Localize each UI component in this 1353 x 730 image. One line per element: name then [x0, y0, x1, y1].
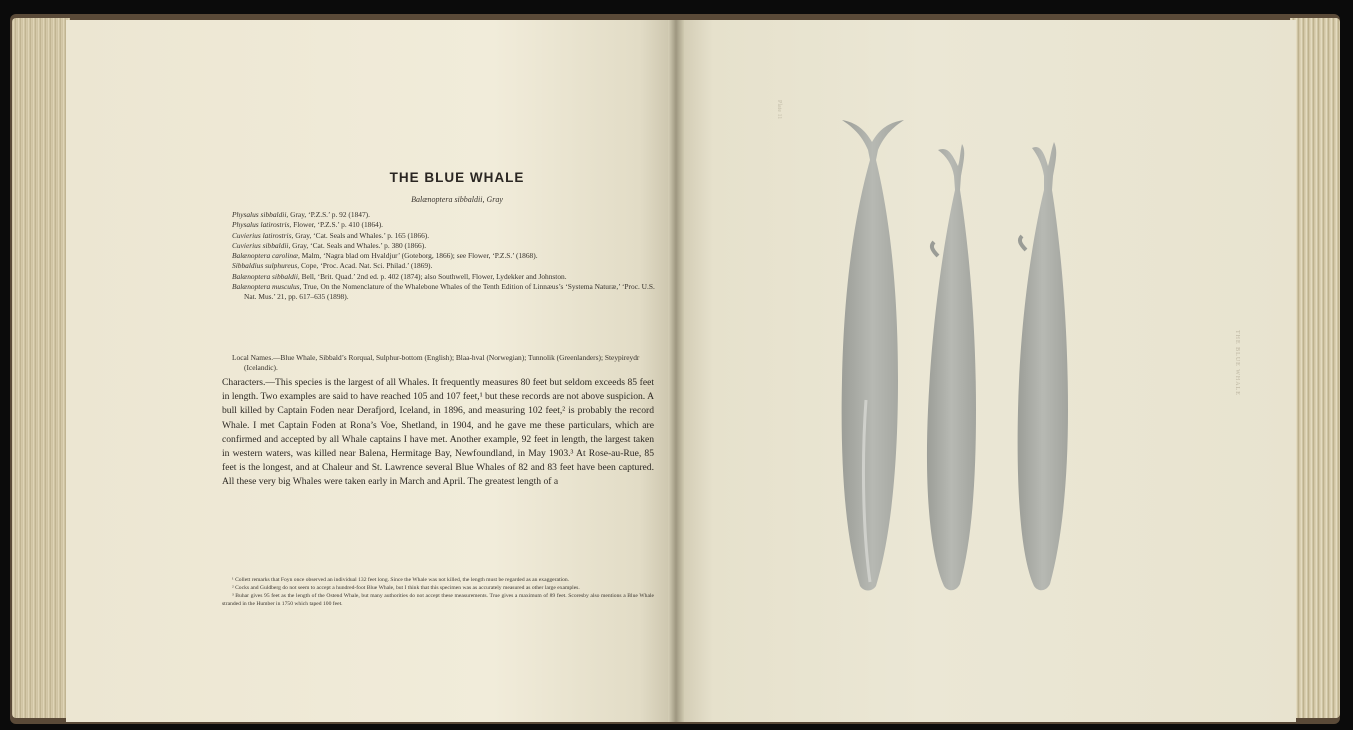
synonym-entry: Physalus sibbaldii, Gray, ‘P.Z.S.’ p. 92 (1847). [232, 210, 370, 219]
local-names: Local Names.—Blue Whale, Sibbald’s Rorqual, Sulphur-bottom (English); Blaa-hval (Norwegian); Tunnolik (Greenlanders); Steypireydr (Icelandic). [232, 353, 640, 373]
synonym-entry: Balænoptera musculus, True, On the Nomenclature of the Whalebone Whales of the Tenth Edition of Linnæus’s ‘Systema Naturæ,’ ‘Proc. U.S. Nat. Mus.’ 21, pp. 617–635 (1898). [232, 282, 655, 302]
synonym-entry: Balænoptera carolinæ, Malm, ‘Nagra blad om Hvaldjur’ (Goteborg, 1866); see Flower, ‘P.Z.S.’ (1868). [232, 251, 538, 261]
footnote: ³ Buhar gives 95 feet as the length of the Ostend Whale, but many authorities do not accept these measurements. True gives a maximum of 89 feet. Scoresby also mentions a Blue Whale stranded in the Humber in 1750 which taped 100 feet. [222, 592, 654, 607]
whale-lateral-view [927, 144, 976, 590]
plate-caption: THE BLUE WHALE [1234, 330, 1240, 396]
synonym-entry: Sibbaldius sulphureus, Cope, ‘Proc. Acad. Nat. Sci. Philad.’ (1869). [232, 261, 433, 271]
synonym-list [232, 210, 657, 303]
plate-number: Plate 11 [776, 100, 782, 120]
whale-plate-illustration [676, 20, 1296, 722]
whale-body [1018, 142, 1068, 590]
whale-body [927, 144, 976, 590]
whale-dorsal-view [1018, 142, 1068, 590]
species-heading: Balænoptera sibbaldii, Gray [411, 195, 503, 204]
footnotes [222, 577, 654, 609]
whale-dorsal-fin [1020, 236, 1026, 250]
synonym-entry: Cuvierius latirostris, Gray, ‘Cat. Seals and Whales.’ p. 165 (1866). [232, 230, 430, 240]
whale-dorsal-fin [932, 242, 938, 256]
whale-body [842, 120, 904, 591]
characters-paragraph: Characters.—This species is the largest of all Whales. It frequently measures 80 feet but seldom exceeds 85 feet in length. Two examples are said to have reached 105 and 107 feet,¹ but these records are not above suspicion. A bull killed by Captain Foden near Derafjord, Iceland, in 1896, and measuring 102 feet,² is probably the record Whale. I met Captain Foden at Rona’s Voe, Shetland, in 1904, and he gave me these particulars, which are confirmed and accepted by all Whale captains I have met. Another example, 92 feet in length, the largest taken in western waters, was killed near Balena, Hermitage Bay, Newfoundland, in May 1903.³ At Rose-au-Rue, 85 feet is the longest, and at Chaleur and St. Lawrence several Blue Whales of 82 and 83 feet have been captured. All these very big Whales were taken early in March and April. The greatest length of a [222, 377, 654, 488]
synonym-entry: Balænoptera sibbaldii, Bell, ‘Brit. Quad.’ 2nd ed. p. 402 (1874); also Southwell, Flower, Lydekker and Johnston. [232, 271, 567, 281]
left-page-edges [12, 18, 70, 718]
page-title: THE BLUE WHALE [389, 170, 525, 185]
synonym-entry: Cuvierius sibbaldii, Gray, ‘Cat. Seals and Whales.’ p. 380 (1866). [232, 240, 427, 250]
footnote: ¹ Collett remarks that Foyn once observed an individual 132 feet long. Since the Whale was not killed, the length must be regarded as an exaggeration. [232, 577, 570, 583]
right-page-edges [1290, 18, 1340, 718]
synonym-entry: Physalus latirostris, Flower, ‘P.Z.S.’ p. 410 (1864). [232, 220, 384, 230]
whale-ventral-view [842, 120, 904, 591]
footnote: ² Cocks and Guldberg do not seem to accept a hundred-foot Blue Whale, but I think that this specimen was as accurately measured as other large examples. [232, 584, 580, 591]
